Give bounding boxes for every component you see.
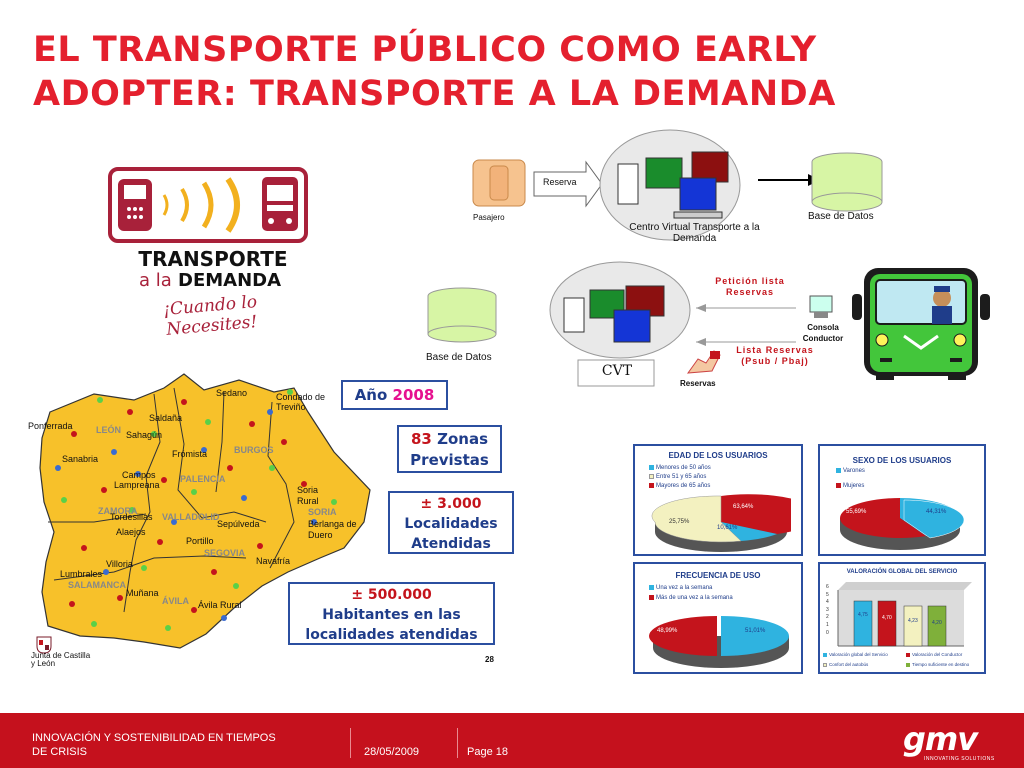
year-label: Año	[354, 386, 388, 404]
sexo-slice-label: 44,31%	[926, 509, 947, 515]
map-place: Campos	[122, 470, 156, 480]
footer-date: 28/05/2009	[364, 746, 420, 758]
footer-divider	[457, 728, 458, 758]
y-tick: 3	[826, 606, 829, 613]
map-place: Villoria	[106, 559, 133, 569]
edad-slice-label: 63,64%	[733, 504, 754, 510]
habitantes-box	[288, 582, 495, 645]
frecuencia-pie	[649, 612, 793, 672]
reserva-label: Reserva	[543, 177, 577, 187]
frecuencia-legend-text: Una vez a la semana	[656, 585, 713, 592]
sexo-legend-text: Varones	[843, 468, 865, 475]
footer-line1: INNOVACIÓN Y SOSTENIBILIDAD EN TIEMPOS	[32, 732, 276, 744]
edad-legend-text: Menores de 50 años	[656, 465, 711, 472]
valoracion-legend-text: Valoración global del Servicio	[829, 652, 888, 657]
map-place: Sahagún	[126, 430, 163, 440]
slide-title-line1: EL TRANSPORTE PÚBLICO COMO EARLY	[33, 30, 817, 70]
habitantes-number: ± 500.000	[351, 587, 432, 603]
map-place: Tordesillas	[110, 512, 153, 522]
slide-title-line2: ADOPTER: TRANSPORTE A LA DEMANDA	[33, 74, 836, 114]
sexo-legend-text: Mujeres	[843, 483, 865, 490]
cvt-label: CVT	[601, 363, 633, 379]
zonas-text1: Zonas	[437, 430, 489, 448]
frecuencia-legend-item	[649, 585, 712, 591]
gmv-tagline: INNOVATING SOLUTIONS	[924, 756, 995, 762]
frecuencia-slice-label: 51,01%	[745, 628, 766, 634]
map-province: SORIA	[308, 507, 337, 517]
frecuencia-legend-text: Más de una vez a la semana	[656, 595, 733, 602]
map-province: SALAMANCA	[68, 580, 126, 590]
sexo-slice-label: 55,69%	[846, 509, 867, 515]
logo-slogan: ¡Cuando lo Necesites!	[162, 291, 259, 340]
map-place: Navafría	[256, 556, 291, 566]
valoracion-legend-text: Confort del autobús	[829, 662, 869, 667]
valoracion-legend-item	[823, 662, 868, 667]
bus-icon	[850, 264, 994, 382]
year-box	[341, 380, 448, 410]
y-tick: 4	[826, 599, 829, 606]
edad-title: EDAD DE LOS USUARIOS	[668, 451, 768, 460]
map-place: Ávila Rural	[198, 600, 242, 610]
year-value: 2008	[392, 386, 435, 404]
habitantes-text2: localidades atendidas	[305, 627, 478, 643]
edad-slice-label: 25,75%	[669, 519, 690, 525]
slide-title	[33, 28, 993, 116]
valoracion-legend-text: Tiempo suficiente en destino	[912, 662, 970, 667]
map-place: Berlanga de Duero	[308, 519, 357, 540]
frecuencia-legend-item	[649, 595, 733, 601]
zonas-number: 83	[410, 430, 432, 448]
lista-label: Lista Reservas (Psub / Pbaj)	[736, 345, 814, 366]
edad-legend-item	[649, 483, 710, 489]
map-province: ZAMORA	[98, 506, 138, 516]
edad-chart	[633, 444, 803, 556]
map-place: Lampreana	[114, 480, 160, 490]
sexo-legend-item	[836, 468, 865, 474]
valoracion-legend-text: Valoración del Conductor	[912, 652, 963, 657]
junta-label: Junta de Castilla y León	[31, 651, 91, 668]
zonas-text2: Previstas	[410, 451, 489, 469]
valoracion-legend-item	[823, 652, 888, 657]
hand-icon	[684, 345, 724, 379]
reservas-label: Reservas	[680, 379, 716, 388]
localidades-number: ± 3.000	[420, 496, 482, 512]
localidades-text1: Localidades	[404, 516, 498, 532]
map-place: Sepúlveda	[217, 519, 260, 529]
map-place: Soria Rural	[297, 485, 319, 506]
map-place: Muñana	[126, 588, 159, 598]
pasajero-label: Pasajero	[473, 213, 505, 222]
sexo-legend-item	[836, 483, 864, 489]
y-tick: 5	[826, 591, 829, 598]
bar-label: 4,20	[932, 620, 942, 626]
sexo-title: SEXO DE LOS USUARIOS	[852, 456, 952, 465]
peticion-label: Petición lista Reservas	[715, 276, 785, 297]
base-datos-bottom-label: Base de Datos	[426, 352, 492, 363]
map-place: Lumbrales	[60, 569, 103, 579]
logo-line1: TRANSPORTE	[138, 247, 288, 271]
logo-line2	[110, 270, 310, 291]
map-place: Alaejos	[116, 527, 146, 537]
footer-page: Page 18	[467, 746, 508, 758]
y-tick: 6	[826, 584, 829, 590]
valoracion-bars	[824, 578, 982, 650]
slide-internal-number: 28	[485, 655, 494, 664]
frecuencia-slice-label: 48,99%	[657, 628, 678, 634]
valoracion-y-axis	[826, 584, 829, 637]
map-place: Frómista	[172, 449, 208, 459]
phone-bus-icon	[112, 171, 304, 239]
bar-label: 4,23	[908, 618, 918, 624]
map-place: Sedano	[216, 388, 248, 398]
edad-legend-item	[649, 465, 711, 471]
habitantes-text1: Habitantes en las	[322, 607, 461, 623]
localidades-text2: Atendidas	[411, 536, 491, 552]
map-place: Condado de Treviño	[276, 392, 326, 412]
transporte-logo	[108, 167, 308, 243]
map-province: LEÓN	[96, 425, 122, 435]
edad-legend-text: Entre 51 y 65 años	[656, 474, 707, 481]
map-place: Ponferrada	[28, 421, 73, 431]
map-province: BURGOS	[234, 445, 274, 455]
frecuencia-title: FRECUENCIA DE USO	[675, 571, 761, 580]
database-cylinder-icon	[810, 152, 884, 214]
map-province: VALLADOLID	[162, 512, 220, 522]
valoracion-legend-item	[906, 652, 962, 657]
sexo-chart	[818, 444, 986, 556]
footer-caption	[32, 731, 276, 759]
map-province: SEGOVIA	[204, 548, 246, 558]
map-province: PALENCIA	[180, 474, 226, 484]
edad-slice-label: 10,61%	[717, 525, 738, 531]
valoracion-title: VALORACIÓN GLOBAL DEL SERVICIO	[846, 569, 958, 575]
footer-line2: DE CRISIS	[32, 746, 88, 758]
centro-label: Centro Virtual Transporte a la Demanda	[629, 222, 760, 244]
edad-legend-text: Mayores de 65 años	[656, 483, 711, 490]
gmv-logo: gmv	[903, 720, 978, 758]
y-tick: 1	[826, 621, 829, 628]
base-datos-top-label: Base de Datos	[808, 211, 874, 222]
map-place: Saldaña	[149, 413, 183, 423]
y-tick: 2	[826, 614, 829, 621]
footer-divider	[350, 728, 351, 758]
bar-label: 4,70	[882, 615, 892, 621]
logo-line2-a: a la	[138, 270, 172, 291]
localidades-box	[388, 491, 514, 554]
edad-legend-item	[649, 474, 706, 480]
map-province: ÁVILA	[162, 596, 189, 606]
frecuencia-chart	[633, 562, 803, 674]
sexo-pie	[838, 492, 968, 554]
map-place: Portillo	[186, 536, 214, 546]
zonas-box	[397, 425, 502, 473]
consola-label: Consola Conductor	[802, 323, 844, 343]
map-place: Sanabria	[62, 454, 99, 464]
y-tick: 0	[826, 629, 829, 636]
valoracion-chart	[818, 562, 986, 674]
bar-label: 4,75	[858, 612, 868, 618]
logo-line2-b: DEMANDA	[178, 270, 282, 291]
valoracion-legend-item	[906, 662, 969, 667]
